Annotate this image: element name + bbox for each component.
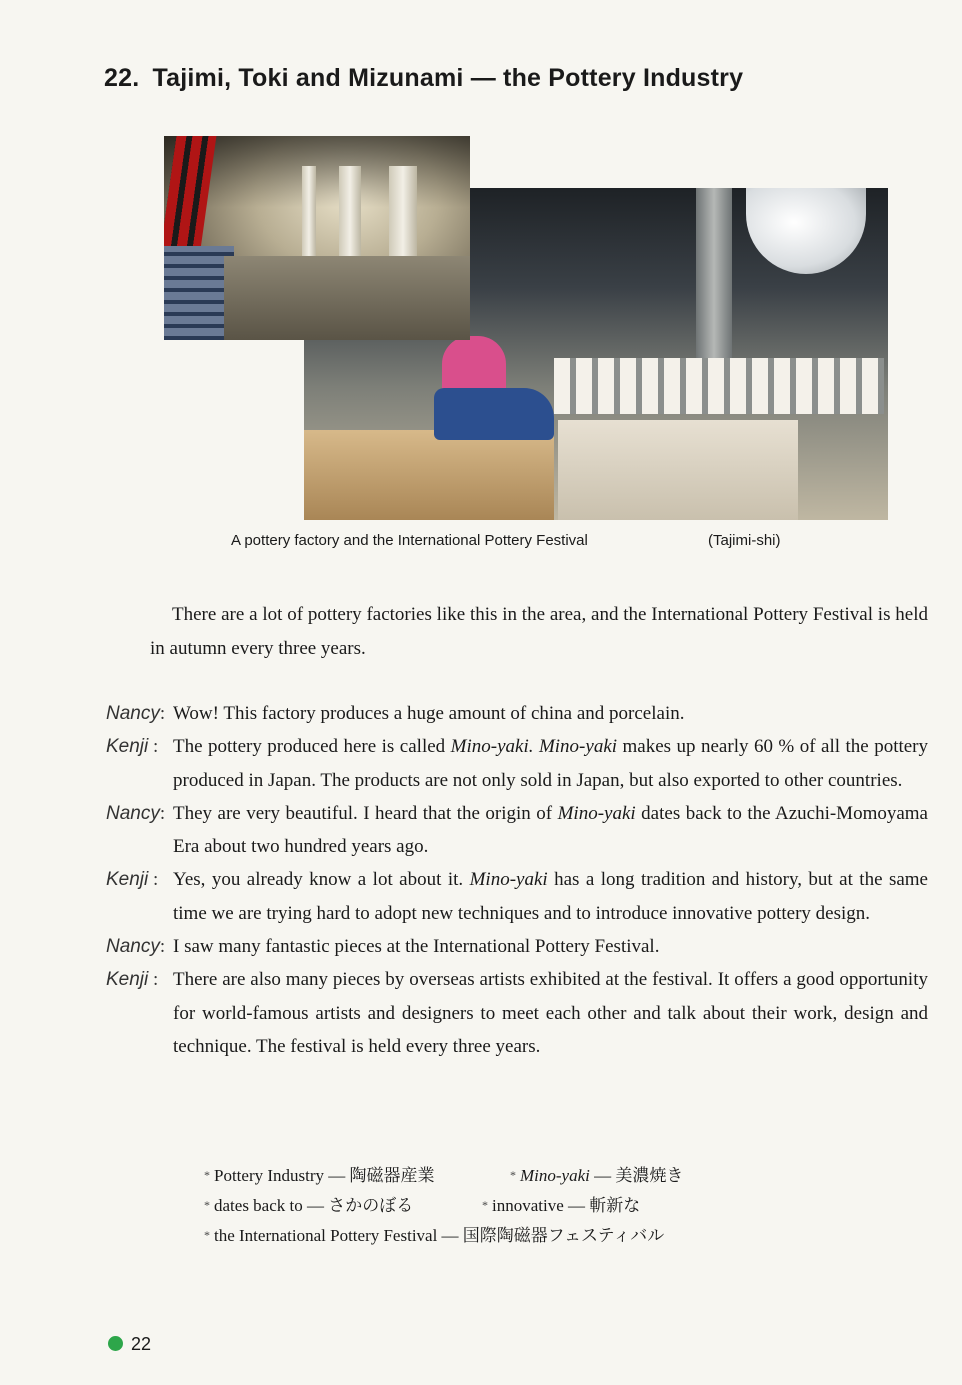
line-text: They are very beautiful. I heard that the origin of Mino-yaki dates back to the Azuchi-Momoyama Era about two hundred years ago.: [173, 802, 928, 858]
dialogue-line: [106, 697, 928, 730]
dialogue-line: [106, 963, 928, 1063]
festival-photo: [164, 136, 470, 340]
speaker-label: Kenji :: [106, 736, 159, 758]
glossary: [190, 1160, 810, 1250]
dialogue-line: [106, 863, 928, 930]
speaker-label: Nancy:: [106, 936, 166, 958]
dialogue-line: [106, 797, 928, 864]
line-text: There are also many pieces by overseas artists exhibited at the festival. It offers a good opportunity for world-famous artists and designers to meet each other and talk about their work, design and technique. The festival is held every three years.: [173, 969, 928, 1057]
glossary-item: * Mino-yaki — 美濃焼き: [510, 1166, 684, 1185]
page-folio: [108, 1334, 151, 1355]
page-number: 22: [131, 1334, 152, 1354]
dialogue-line: [106, 930, 928, 963]
glossary-item: * the International Pottery Festival — 国際陶磁器フェスティバル: [204, 1226, 665, 1245]
section-number: 22.: [104, 64, 140, 92]
section-title: Tajimi, Toki and Mizunami — the Pottery Industry: [152, 64, 744, 92]
dialogue-line: [106, 730, 928, 797]
intro-text: There are a lot of pottery factories like this in the area, and the International Pottery Festival is held in autumn every three years.: [150, 604, 928, 659]
glossary-item: * Pottery Industry — 陶磁器産業: [204, 1166, 435, 1185]
caption-place: (Tajimi-shi): [708, 532, 781, 549]
page-title: [104, 64, 743, 93]
speaker-label: Kenji :: [106, 969, 159, 991]
intro-paragraph: [150, 598, 928, 666]
line-text: The pottery produced here is called Mino-yaki. Mino-yaki makes up nearly 60 % of all the pottery produced in Japan. The products are not only sold in Japan, but also exported to other countries.: [173, 736, 929, 791]
speaker-label: Nancy:: [106, 802, 166, 824]
speaker-label: Kenji :: [106, 869, 159, 891]
line-text: I saw many fantastic pieces at the International Pottery Festival.: [173, 936, 660, 958]
line-text: Wow! This factory produces a huge amount of china and porcelain.: [173, 703, 685, 724]
green-dot-icon: [108, 1336, 123, 1351]
speaker-label: Nancy:: [106, 703, 166, 724]
line-text: Yes, you already know a lot about it. Mino-yaki has a long tradition and history, but at the same time we are trying hard to adopt new techniques and to introduce innovative pottery design.: [173, 869, 928, 924]
glossary-item: * dates back to — さかのぼる: [204, 1196, 414, 1215]
glossary-item: * innovative — 斬新な: [482, 1196, 641, 1215]
dialogue: [106, 697, 928, 1063]
caption-text: A pottery factory and the International Pottery Festival: [231, 532, 588, 549]
